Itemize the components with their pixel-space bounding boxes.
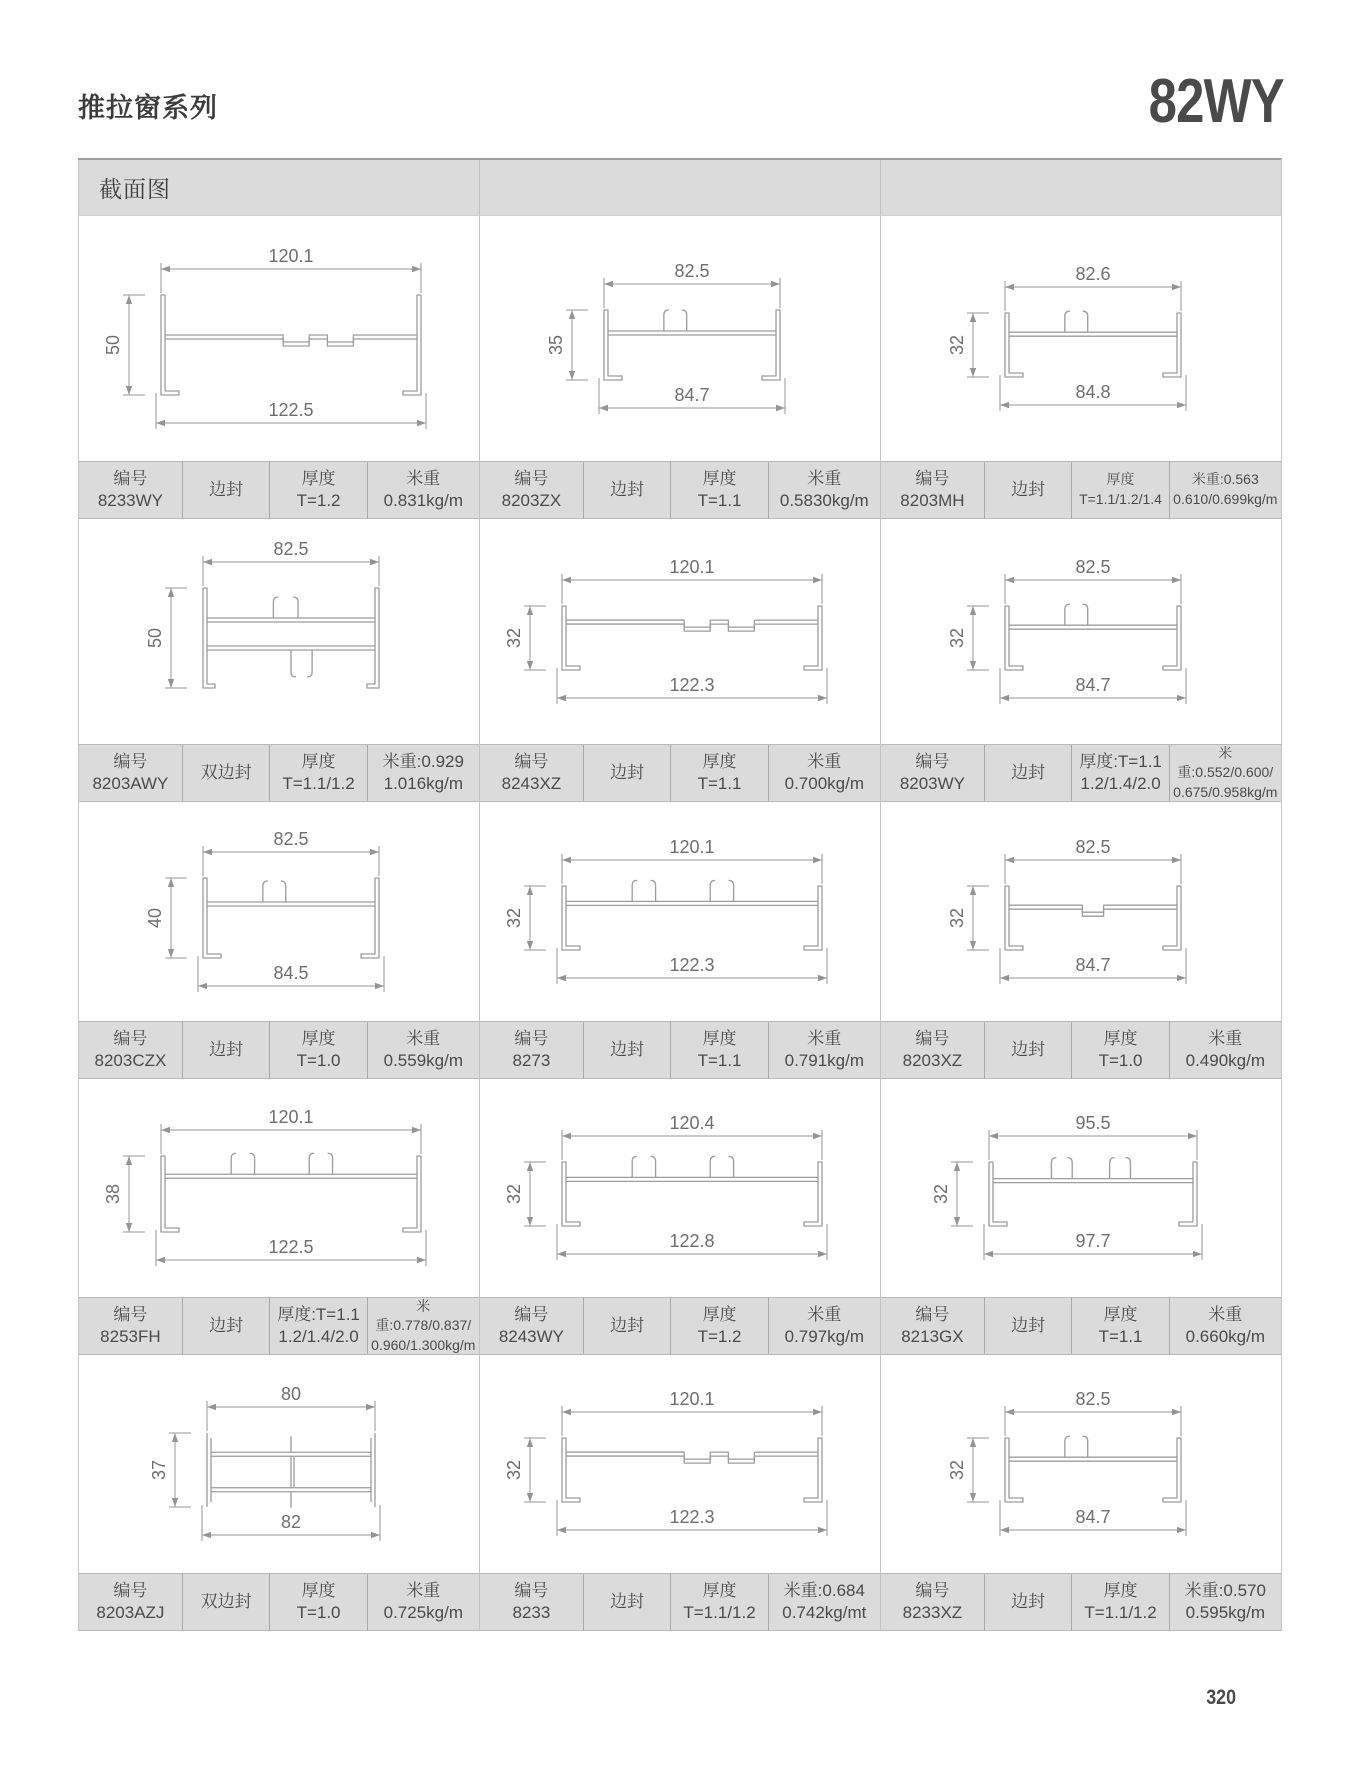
spec-seal: 边封 bbox=[182, 1022, 270, 1078]
section-drawing-8203XZ bbox=[881, 802, 1281, 1021]
spec-thickness: 厚度 T=1.1 bbox=[670, 1022, 767, 1078]
section-drawing-8203MH bbox=[881, 216, 1281, 461]
spec-weight: 米重 0.490kg/m bbox=[1169, 1022, 1281, 1078]
spec-strip-8273 bbox=[480, 1021, 880, 1079]
svg-text:82.5: 82.5 bbox=[1075, 1389, 1111, 1409]
spec-seal: 边封 bbox=[583, 745, 671, 801]
svg-text:32: 32 bbox=[947, 334, 967, 356]
spec-thickness: 厚度 T=1.1 bbox=[670, 745, 767, 801]
spec-weight: 米重 0.660kg/m bbox=[1169, 1298, 1281, 1354]
spec-code: 编号 8273 bbox=[512, 1028, 551, 1070]
spec-weight: 米重 0.725kg/m bbox=[367, 1574, 479, 1630]
spec-weight: 米重:0.570 0.595kg/m bbox=[1169, 1574, 1281, 1630]
spec-code: 编号 8203AZJ bbox=[96, 1580, 165, 1622]
profile-cell-8243WY bbox=[479, 1079, 880, 1355]
profile-table bbox=[78, 158, 1282, 1631]
svg-text:40: 40 bbox=[145, 907, 165, 929]
spec-weight: 米重 0.791kg/m bbox=[768, 1022, 880, 1078]
spec-weight: 米重:0.778/0.837/ 0.960/1.300kg/m bbox=[367, 1298, 479, 1354]
profile-cell-8273 bbox=[479, 802, 880, 1079]
spec-weight: 米重:0.563 0.610/0.699kg/m bbox=[1169, 462, 1281, 518]
spec-strip-8203AWY bbox=[79, 744, 479, 802]
spec-strip-8233XZ bbox=[881, 1573, 1281, 1631]
profile-cell-8233XZ bbox=[880, 1355, 1281, 1631]
spec-thickness: 厚度 T=1.1/1.2 bbox=[269, 745, 366, 801]
section-drawing-8203WY bbox=[881, 519, 1281, 744]
spec-thickness: 厚度 T=1.0 bbox=[269, 1022, 366, 1078]
spec-code: 编号 8203CZX bbox=[94, 1028, 167, 1070]
spec-weight: 米重:0.684 0.742kg/mt bbox=[768, 1574, 880, 1630]
spec-weight: 米重 0.5830kg/m bbox=[768, 462, 880, 518]
spec-thickness: 厚度:T=1.1 1.2/1.4/2.0 bbox=[269, 1298, 366, 1354]
svg-text:35: 35 bbox=[546, 334, 566, 356]
spec-thickness: 厚度 T=1.1/1.2/1.4 bbox=[1071, 462, 1168, 518]
spec-thickness: 厚度 T=1.2 bbox=[670, 1298, 767, 1354]
svg-text:82: 82 bbox=[280, 1512, 302, 1532]
spec-code: 编号 8233WY bbox=[97, 468, 164, 510]
spec-code: 编号 8233XZ bbox=[902, 1580, 963, 1622]
section-header-label: 截面图 bbox=[99, 176, 171, 202]
svg-text:82.5: 82.5 bbox=[273, 539, 309, 559]
spec-code: 编号 8203MH bbox=[900, 468, 965, 510]
svg-text:122.3: 122.3 bbox=[669, 1507, 715, 1527]
profile-cell-8203CZX bbox=[78, 802, 479, 1079]
svg-text:32: 32 bbox=[504, 1459, 524, 1481]
spec-strip-8203CZX bbox=[79, 1021, 479, 1079]
spec-code: 编号 8243WY bbox=[498, 1304, 565, 1346]
svg-text:122.8: 122.8 bbox=[669, 1231, 715, 1251]
table-header-cell-1 bbox=[78, 160, 479, 216]
model-code: 82WY bbox=[1148, 67, 1284, 136]
table-header-cell-2 bbox=[479, 160, 880, 216]
section-drawing-8243XZ bbox=[480, 519, 880, 744]
spec-seal: 边封 bbox=[984, 1022, 1072, 1078]
svg-text:32: 32 bbox=[947, 907, 967, 929]
svg-text:37: 37 bbox=[149, 1459, 169, 1481]
spec-strip-8233WY bbox=[79, 461, 479, 519]
profile-cell-8203AZJ bbox=[78, 1355, 479, 1631]
series-title: 推拉窗系列 bbox=[78, 93, 218, 123]
spec-strip-8243XZ bbox=[480, 744, 880, 802]
spec-seal: 边封 bbox=[583, 462, 671, 518]
section-drawing-8233XZ bbox=[881, 1355, 1281, 1573]
spec-seal: 边封 bbox=[583, 1022, 671, 1078]
svg-text:122.5: 122.5 bbox=[268, 400, 314, 420]
svg-text:38: 38 bbox=[103, 1183, 123, 1205]
spec-seal: 双边封 bbox=[182, 1574, 270, 1630]
spec-seal: 双边封 bbox=[182, 745, 270, 801]
spec-code: 编号 8203WY bbox=[899, 751, 966, 793]
profile-cell-8203MH bbox=[880, 216, 1281, 519]
spec-thickness: 厚度 T=1.1/1.2 bbox=[1071, 1574, 1168, 1630]
profile-cell-8203WY bbox=[880, 519, 1281, 802]
spec-weight: 米重 0.700kg/m bbox=[768, 745, 880, 801]
svg-text:84.7: 84.7 bbox=[1075, 1507, 1111, 1527]
svg-text:32: 32 bbox=[947, 1459, 967, 1481]
svg-text:50: 50 bbox=[145, 627, 165, 649]
section-drawing-8273 bbox=[480, 802, 880, 1021]
svg-text:82.5: 82.5 bbox=[1075, 837, 1111, 857]
spec-code: 编号 8253FH bbox=[100, 1304, 161, 1346]
spec-weight: 米重 0.831kg/m bbox=[367, 462, 479, 518]
svg-text:84.7: 84.7 bbox=[1075, 675, 1111, 695]
svg-text:84.5: 84.5 bbox=[273, 963, 309, 983]
spec-seal: 边封 bbox=[984, 462, 1072, 518]
svg-text:32: 32 bbox=[504, 1183, 524, 1205]
section-drawing-8203AZJ bbox=[79, 1355, 479, 1573]
svg-text:97.7: 97.7 bbox=[1075, 1231, 1111, 1251]
spec-seal: 边封 bbox=[583, 1298, 671, 1354]
section-drawing-8253FH bbox=[79, 1079, 479, 1297]
svg-text:84.7: 84.7 bbox=[674, 385, 710, 405]
spec-seal: 边封 bbox=[984, 1298, 1072, 1354]
spec-weight: 米重 0.797kg/m bbox=[768, 1298, 880, 1354]
spec-strip-8203AZJ bbox=[79, 1573, 479, 1631]
svg-text:50: 50 bbox=[103, 334, 123, 356]
spec-weight: 米重:0.929 1.016kg/m bbox=[367, 745, 479, 801]
spec-strip-8203WY bbox=[881, 744, 1281, 802]
spec-strip-8203XZ bbox=[881, 1021, 1281, 1079]
profile-cell-8233 bbox=[479, 1355, 880, 1631]
svg-text:122.5: 122.5 bbox=[268, 1237, 314, 1257]
section-drawing-8203ZX bbox=[480, 216, 880, 461]
spec-seal: 边封 bbox=[984, 745, 1072, 801]
svg-text:120.1: 120.1 bbox=[268, 1107, 314, 1127]
svg-text:120.1: 120.1 bbox=[669, 557, 715, 577]
svg-text:82.6: 82.6 bbox=[1075, 264, 1111, 284]
section-drawing-8233 bbox=[480, 1355, 880, 1573]
svg-text:32: 32 bbox=[504, 627, 524, 649]
section-drawing-8213GX bbox=[881, 1079, 1281, 1297]
profile-cell-8213GX bbox=[880, 1079, 1281, 1355]
profile-cell-8203XZ bbox=[880, 802, 1281, 1079]
svg-text:32: 32 bbox=[931, 1183, 951, 1205]
section-drawing-8233WY bbox=[79, 216, 479, 461]
svg-text:120.1: 120.1 bbox=[268, 246, 314, 266]
svg-text:84.8: 84.8 bbox=[1075, 382, 1111, 402]
spec-thickness: 厚度:T=1.1 1.2/1.4/2.0 bbox=[1071, 745, 1168, 801]
spec-strip-8213GX bbox=[881, 1297, 1281, 1355]
profile-cell-8233WY bbox=[78, 216, 479, 519]
spec-seal: 边封 bbox=[984, 1574, 1072, 1630]
spec-code: 编号 8233 bbox=[512, 1580, 551, 1622]
svg-text:80: 80 bbox=[280, 1384, 302, 1404]
section-drawing-8203CZX bbox=[79, 802, 479, 1021]
spec-thickness: 厚度 T=1.0 bbox=[1071, 1022, 1168, 1078]
spec-thickness: 厚度 T=1.0 bbox=[269, 1574, 366, 1630]
spec-weight: 米重 0.559kg/m bbox=[367, 1022, 479, 1078]
profile-cell-8243XZ bbox=[479, 519, 880, 802]
spec-strip-8253FH bbox=[79, 1297, 479, 1355]
spec-strip-8203ZX bbox=[480, 461, 880, 519]
svg-text:120.1: 120.1 bbox=[669, 1389, 715, 1409]
spec-seal: 边封 bbox=[182, 1298, 270, 1354]
spec-code: 编号 8203XZ bbox=[902, 1028, 963, 1070]
svg-text:122.3: 122.3 bbox=[669, 675, 715, 695]
spec-thickness: 厚度 T=1.1 bbox=[1071, 1298, 1168, 1354]
svg-text:120.1: 120.1 bbox=[669, 837, 715, 857]
spec-code: 编号 8243XZ bbox=[501, 751, 562, 793]
page-number: 320 bbox=[1206, 1686, 1236, 1709]
spec-thickness: 厚度 T=1.2 bbox=[269, 462, 366, 518]
spec-strip-8203MH bbox=[881, 461, 1281, 519]
svg-text:32: 32 bbox=[947, 627, 967, 649]
svg-text:95.5: 95.5 bbox=[1075, 1113, 1111, 1133]
spec-code: 编号 8203AWY bbox=[92, 751, 169, 793]
spec-code: 编号 8213GX bbox=[901, 1304, 964, 1346]
spec-thickness: 厚度 T=1.1/1.2 bbox=[670, 1574, 767, 1630]
svg-text:82.5: 82.5 bbox=[273, 829, 309, 849]
svg-text:82.5: 82.5 bbox=[1075, 557, 1111, 577]
spec-strip-8243WY bbox=[480, 1297, 880, 1355]
profile-cell-8203ZX bbox=[479, 216, 880, 519]
spec-seal: 边封 bbox=[182, 462, 270, 518]
section-drawing-8243WY bbox=[480, 1079, 880, 1297]
spec-code: 编号 8203ZX bbox=[501, 468, 562, 510]
svg-text:84.7: 84.7 bbox=[1075, 955, 1111, 975]
table-header-cell-3 bbox=[880, 160, 1281, 216]
section-drawing-8203AWY bbox=[79, 519, 479, 744]
spec-strip-8233 bbox=[480, 1573, 880, 1631]
spec-seal: 边封 bbox=[583, 1574, 671, 1630]
spec-thickness: 厚度 T=1.1 bbox=[670, 462, 767, 518]
svg-text:120.4: 120.4 bbox=[669, 1113, 715, 1133]
svg-text:82.5: 82.5 bbox=[674, 261, 710, 281]
spec-weight: 米重:0.552/0.600/ 0.675/0.958kg/m bbox=[1169, 745, 1281, 801]
profile-cell-8203AWY bbox=[78, 519, 479, 802]
profile-cell-8253FH bbox=[78, 1079, 479, 1355]
svg-text:122.3: 122.3 bbox=[669, 955, 715, 975]
svg-text:32: 32 bbox=[504, 907, 524, 929]
